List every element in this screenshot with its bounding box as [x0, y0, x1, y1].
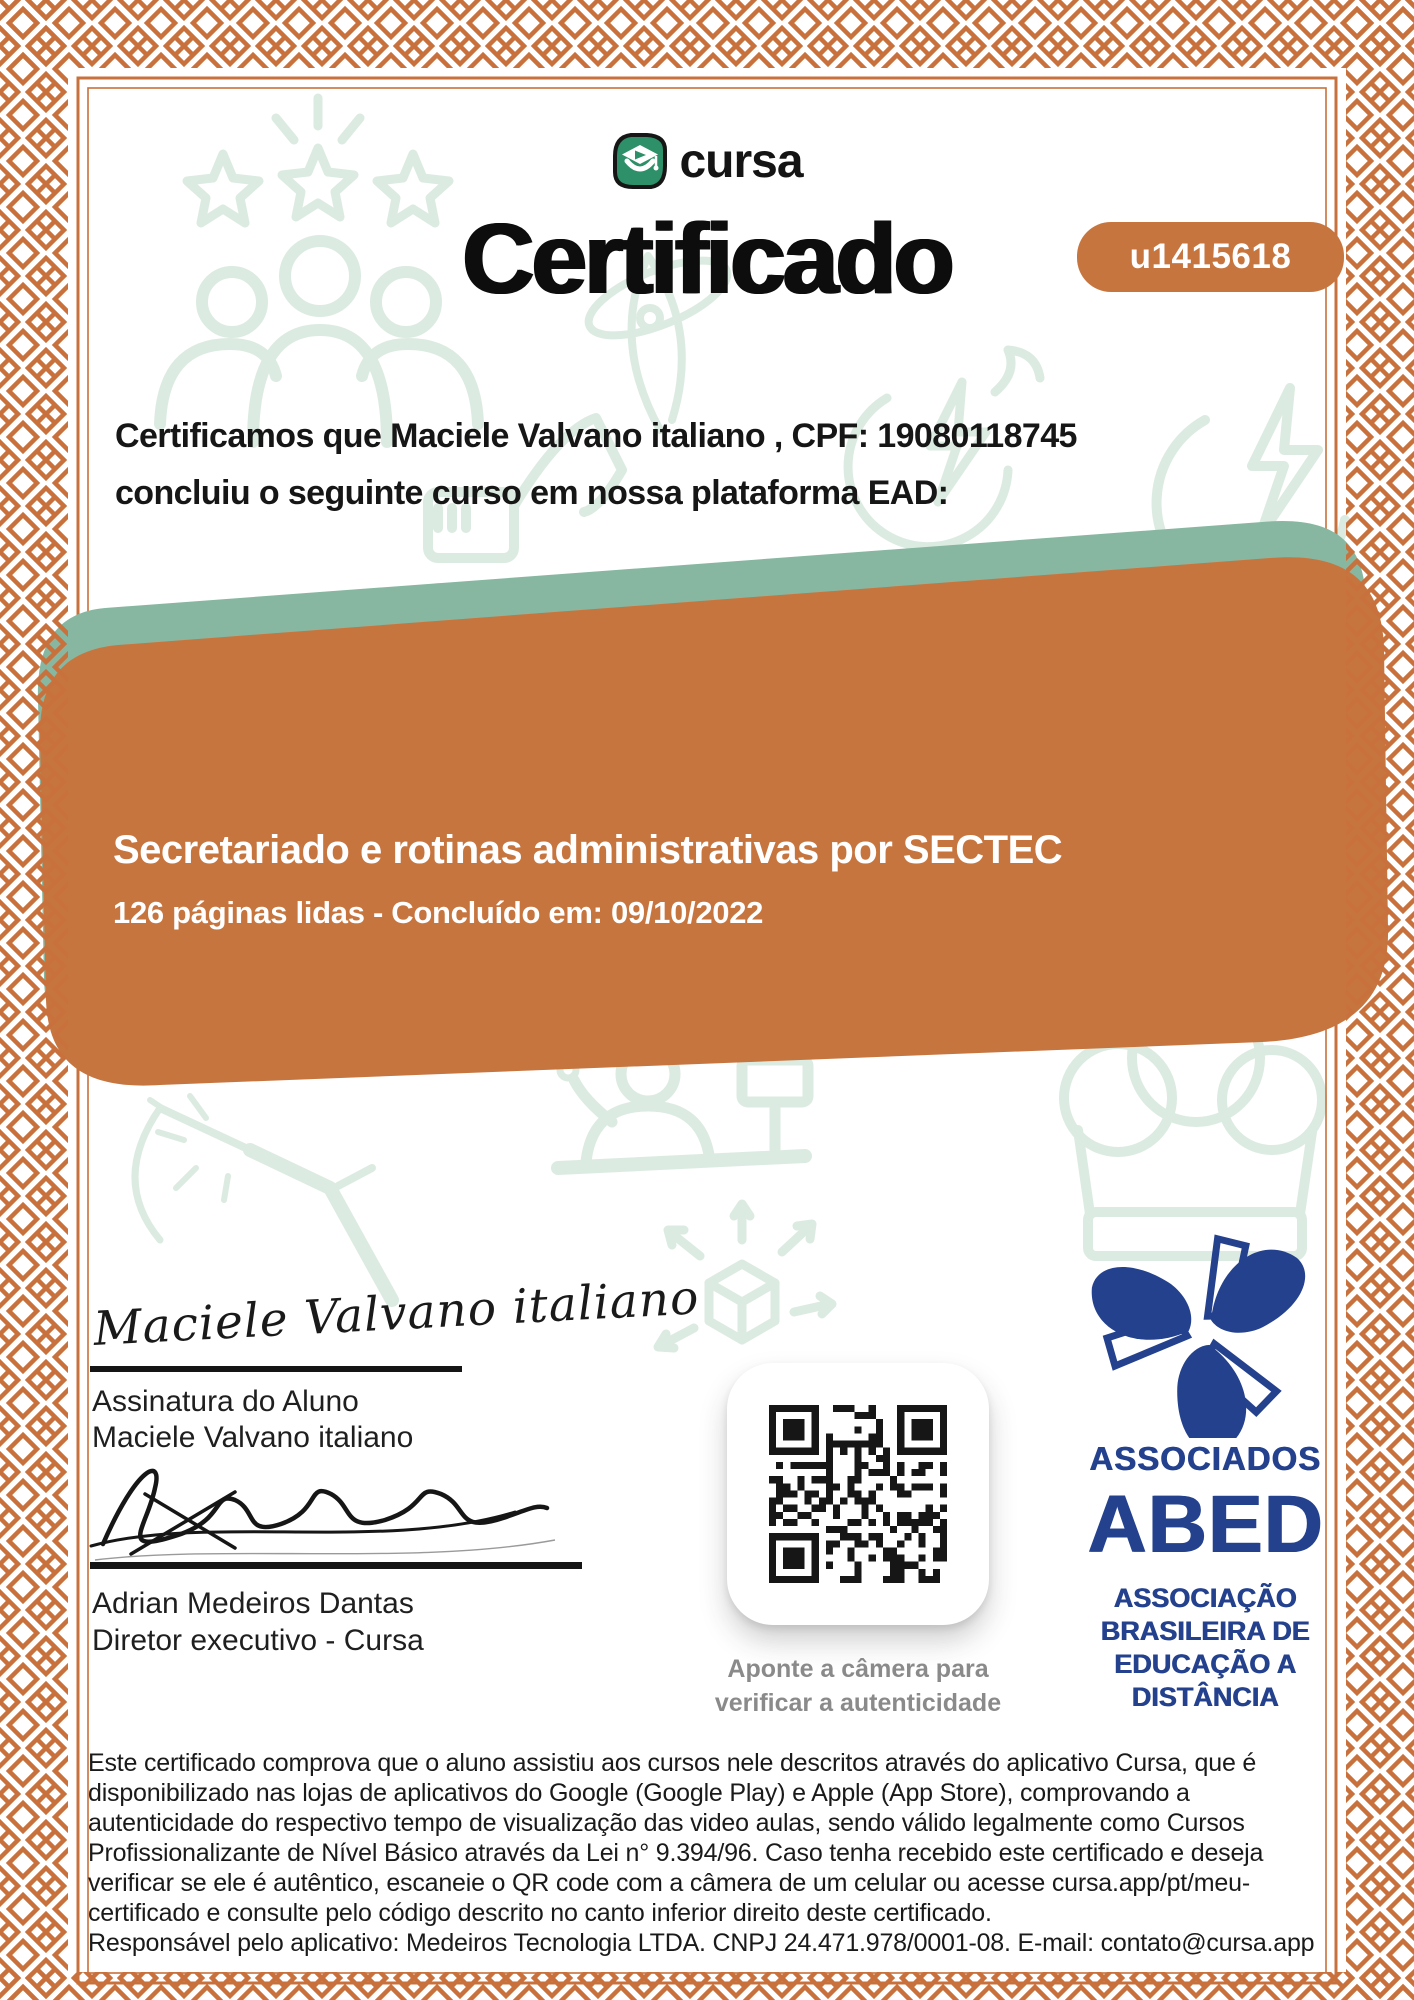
abed-pinwheel-icon — [1073, 1226, 1333, 1438]
banner-orange-shape — [40, 557, 1388, 1085]
intro-text — [115, 408, 1077, 522]
abed-desc-line: ASSOCIAÇÃO — [1113, 1583, 1297, 1613]
intro-line-2: concluiu o seguinte curso em nossa plataforma EAD: — [115, 474, 949, 512]
qr-card — [727, 1363, 989, 1625]
student-name: Maciele Valvano italiano — [92, 1421, 414, 1454]
qr-caption — [658, 1652, 1058, 1720]
course-meta: 126 páginas lidas - Concluído em: 09/10/2022 — [113, 895, 764, 930]
director-signature-scribble — [85, 1448, 565, 1566]
signature-line — [90, 1562, 582, 1569]
intro-line-1 — [115, 408, 1077, 465]
student-signature-label: Assinatura do Aluno — [92, 1385, 359, 1418]
abed-acronym: ABED — [1086, 1479, 1324, 1570]
student-signature-script: Maciele Valvano italiano — [92, 1270, 701, 1357]
signature-line — [90, 1366, 462, 1372]
welding-torch-icon — [135, 1096, 392, 1300]
footer-paragraph: Este certificado comprova que o aluno assistiu aos cursos nele descritos através do aplicativo Cursa, que é disponibilizado nas lojas de aplicativos do Google (Google Play) e Apple (App Store), comprovando a autenticidade do respectivo tempo de visualização das video aulas, sendo válido legalmente como Cursos Profissionalizante de Nível Básico através da Lei n° 9.394/96. Caso tenha recebido este certificado e deseja verificar se ele é autêntico, escaneie o QR code com a câmera de um celular ou acesse cursa.app/pt/meu-certificado e consulte pelo código descrito no canto inferior direito deste certificado. — [88, 1749, 1264, 1927]
intro-prefix: Certificamos que — [115, 417, 391, 455]
qr-caption-line-1: Aponte a câmera para — [727, 1655, 989, 1683]
qr-caption-line-2: verificar a autenticidade — [714, 1689, 1002, 1717]
footer-responsible: Responsável pelo aplicativo: Medeiros Tecnologia LTDA. CNPJ 24.471.978/0001-08. E-mail: contato@cursa.app — [88, 1929, 1315, 1957]
director-name: Adrian Medeiros Dantas — [92, 1587, 414, 1620]
certificate-code-badge — [1077, 222, 1344, 292]
abed-associados-label: ASSOCIADOS — [1089, 1440, 1321, 1477]
abed-desc-line: EDUCAÇÃO A — [1114, 1649, 1296, 1679]
abed-desc-line: BRASILEIRA DE — [1100, 1616, 1310, 1646]
cursa-logo-icon — [611, 132, 669, 190]
student-name-inline: Maciele Valvano italiano — [390, 417, 765, 455]
course-title: Secretariado e rotinas administrativas por SECTEC — [113, 828, 1063, 872]
abed-desc-line: DISTÂNCIA — [1131, 1682, 1279, 1712]
intro-cpf: , CPF: 19080118745 — [764, 417, 1077, 455]
director-role: Diretor executivo - Cursa — [92, 1624, 424, 1657]
page-title: Certificado — [462, 203, 952, 315]
qr-code-icon — [769, 1405, 947, 1583]
cursa-logo-wordmark: cursa — [679, 134, 803, 188]
cursa-logo — [0, 132, 1414, 190]
footer-legal-text — [88, 1748, 1332, 1958]
certificate-code: u1415618 — [1129, 237, 1292, 276]
